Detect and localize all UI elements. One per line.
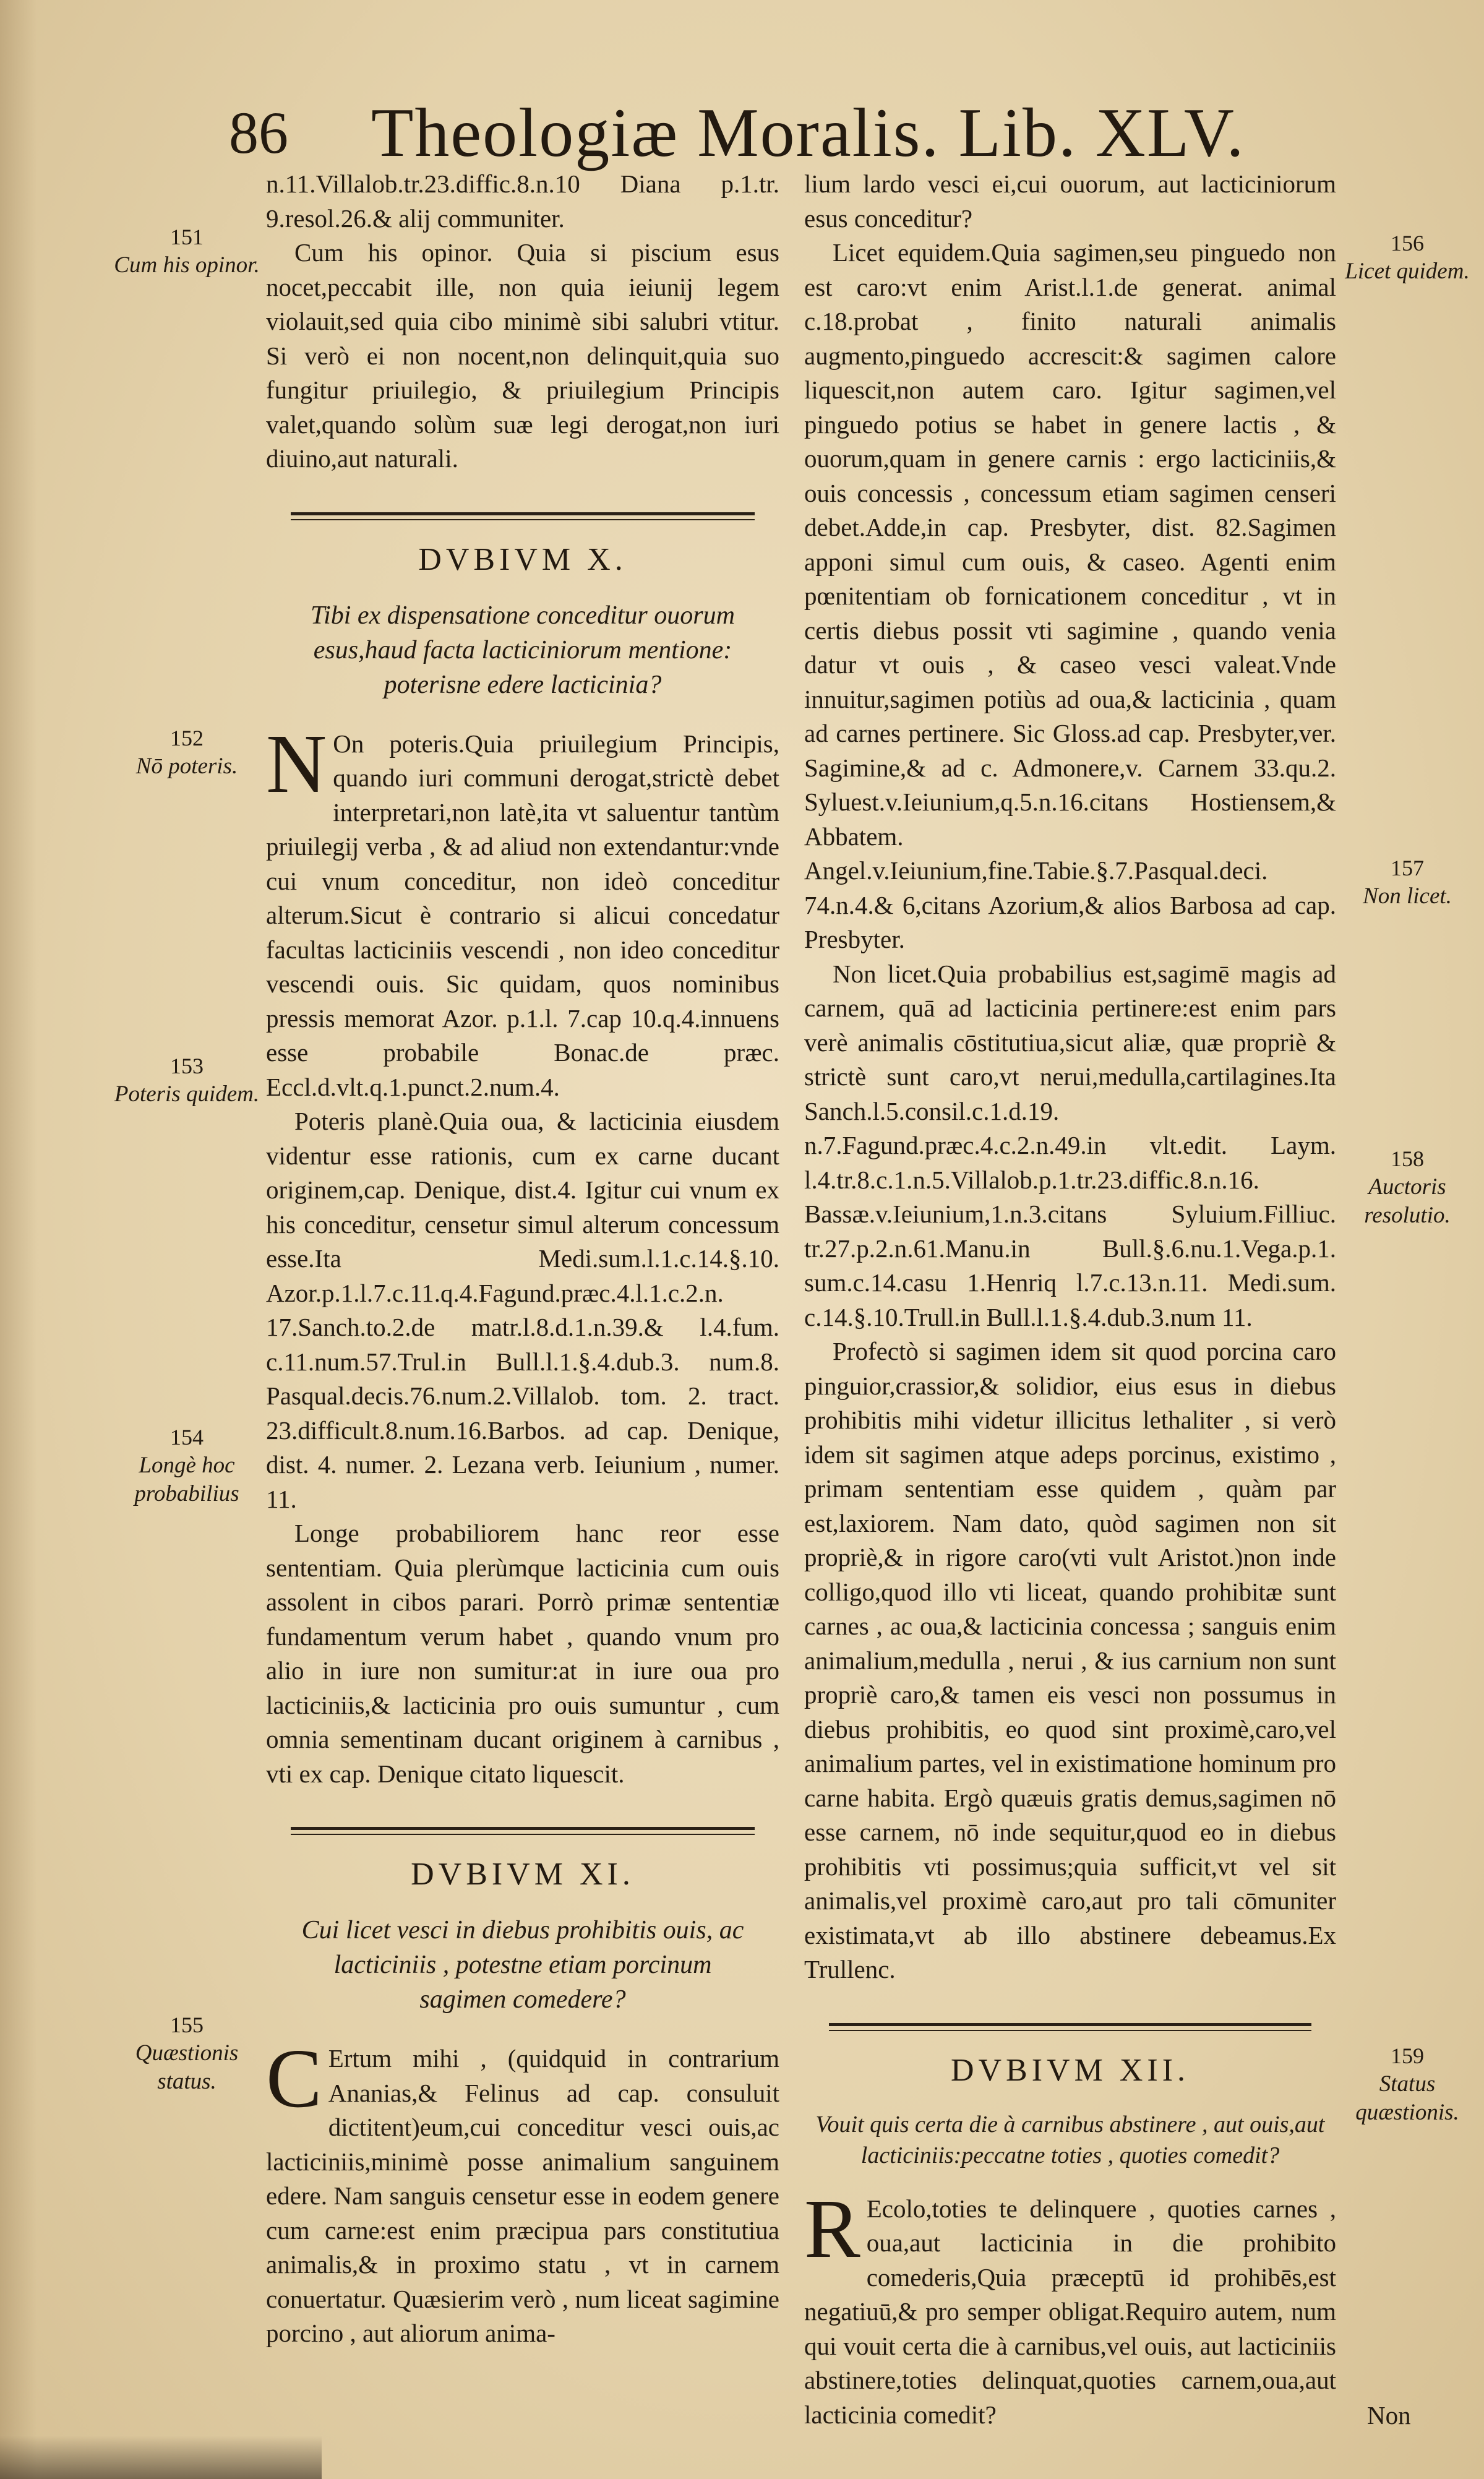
margin-note-text: Longè hoc probabilius (134, 1453, 239, 1506)
margin-note-text: Licet quidem. (1345, 259, 1470, 284)
margin-note-156 (1336, 229, 1478, 286)
paragraph-151: Cum his opinor. Quia si piscium esus nocet,peccabit ille, non quia ieiunij legem violauit,sed quia cibo minimè sibi salubri vtitur. Si verò ei non nocent,non delinquit,quia suo fungitur priuilegio, & priuilegium Principis valet,quando solùm suæ legi derogat,non iuri diuino,aut naturali. (266, 238, 779, 473)
section-rule (291, 512, 755, 515)
page-number: 86 (229, 100, 288, 166)
dropcap-r: R (804, 2182, 860, 2275)
dropcap-c: C (266, 2032, 322, 2125)
paragraph-154: Longe probabiliorem hanc reor esse sententiam. Quia plerùmque lacticinia cum ouis assolent in cibos parari. Porrò primæ sententiæ fundamentum verum habet , quando vnum pro alio in iure non sumitur:at in iure oua pro lacticiniis,& lacticinia pro ouis sumuntur , cum omnia sementinam ducant originem à carnibus , vti ex cap. Denique citato liquescit. (266, 1519, 779, 1788)
margin-note-number: 158 (1391, 1146, 1424, 1171)
margin-note-number: 159 (1391, 2043, 1424, 2068)
margin-note-number: 155 (170, 2013, 204, 2037)
dubium-xi-heading: DVBIVM XI. (411, 1857, 635, 1892)
right-column (804, 167, 1336, 2432)
paragraph-152-text: On poteris.Quia priuilegium Principis, quando iuri communi derogat,strictè debet interpretari,non latè,ita vt saluentur tantùm priuilegij verba , & ad aliud non extendantur:vnde cui vnum conceditur, non ideò conceditur alterum.Sicut è contrario si alicui concedatur facultas lacticiniis vescendi , non ideo conceditur vescendi ouis. Sic quidam, quos nominibus pressis memorat Azor. p.1.l. 7.cap 10.q.4.innuens esse probabile Bonac.de præc. Eccl.d.vlt.q.1.punct.2.num.4. (266, 729, 779, 1101)
dropcap-n: N (266, 717, 327, 810)
margin-note-158 (1336, 1145, 1478, 1230)
margin-note-number: 154 (170, 1425, 204, 1450)
page-stain (0, 2436, 322, 2479)
left-column (266, 167, 779, 2351)
margin-note-153 (113, 1052, 261, 1109)
margin-note-text: Auctoris resolutio. (1364, 1174, 1451, 1228)
dubium-xi-question: Cui licet vesci in diebus prohibitis ouis, ac lacticiniis , potestne etiam porcinum sagimen comedere? (301, 1916, 744, 2014)
running-title: Theologiæ Moralis. Lib. XLV. (371, 95, 1245, 171)
paragraph-152 (266, 717, 779, 1105)
dubium-xii-heading: DVBIVM XII. (950, 2052, 1190, 2088)
margin-note-text: Poteris quidem. (114, 1081, 260, 1107)
page-header (229, 93, 1305, 179)
margin-note-159 (1336, 2042, 1478, 2127)
paragraph-157: Non licet.Quia probabilius est,sagimē magis ad carnem, quā ad lacticinia pertinere:est enim pars verè animalis cōstitutiua,sicut aliæ, quæ propriè & strictè sunt caro,vt nerui,medulla,cartilagines.Ita Sanch.l.5.consil.c.1.d.19. n.7.Fagund.præc.4.c.2.n.49.in vlt.edit. Laym. l.4.tr.8.c.1.n.5.Villalob.p.1.tr.23.diffic.8.n.16. Bassæ.v.Ieiunium,1.n.3.citans Syluium.Filliuc. tr.27.p.2.n.61.Manu.in Bull.§.6.nu.1.Vega.p.1. sum.c.14.casu 1.Henriq l.7.c.13.n.11. Medi.sum. c.14.§.10.Trull.in Bull.l.1.§.4.dub.3.num 11. (804, 959, 1336, 1331)
paragraph-155 (266, 2032, 779, 2351)
margin-note-151 (113, 223, 261, 280)
margin-note-number: 151 (170, 225, 204, 249)
margin-note-154 (113, 1423, 261, 1508)
paragraph-155-text: Ertum mihi , (quidquid in contrarium Ananias,& Felinus ad cap. consuluit dictitent)eum,cui conceditur vesci ouis,ac lacticiniis,minimè posse animalium sanguinem edere. Nam sanguis censetur esse in eodem genere cum carne:est enim præcipua pars constitutiua animalis,& in proximo statu , vt in carnem conuertatur. Quæsierim verò , num liceat sagimine porcino , aut aliorum anima- (266, 2044, 779, 2347)
section-rule (829, 2023, 1311, 2026)
margin-note-155 (113, 2011, 261, 2096)
margin-note-number: 153 (170, 1054, 204, 1078)
margin-note-number: 157 (1391, 856, 1424, 880)
paragraph-159-text: Ecolo,toties te delinquere , quoties carnes , oua,aut lacticinia in die prohibito comederis,Quia præceptū id prohibēs,est negatiuū,& pro semper obligat.Requiro autem, num qui vouit certa die à carnibus,vel ouis, aut lacticiniis abstinere,toties delinquat,quoties carnem,oua,aut lacticinia comedit? (804, 2194, 1336, 2429)
dubium-x-heading: DVBIVM X. (418, 541, 627, 577)
margin-note-number: 156 (1391, 231, 1424, 256)
dubium-xii-question: Vouit quis certa die à carnibus abstinere , aut ouis,aut lacticiniis:peccatne toties , quoties comedit? (815, 2111, 1325, 2168)
catchword: Non (1367, 2401, 1411, 2430)
section-rule (291, 1827, 755, 1830)
margin-note-text: Cum his opinor. (114, 252, 260, 278)
paragraph-158: Profectò si sagimen idem sit quod porcina caro pinguior,crassior,& solidior, eius esus in diebus prohibitis mihi videtur illicitus lethaliter , si verò idem sit sagimen atque adeps porcinus, existimo , primam sententiam esse quidem , quàm par est,laxiorem. Nam dato, quòd sagimen non sit propriè,& in rigore caro(vti vult Aristot.)non inde colligo,quod illo vti liceat, quando prohibitæ sunt carnes , ac oua,& lacticinia concessa ; sanguis enim animalium,medulla , nerui , & ius carnium non sunt propriè caro,& tamen eis vesci non possumus in diebus prohibitis, eo quod sint proximè,caro,vel animalium partes, vel in existimatione hominum pro carne habita. Ergò quæuis gratis demus,sagimen nō esse carnem, nō inde sequitur,quod eo in diebus prohibitis vti possimus;quia sufficit,vt vel sit animalis,vel proximè caro,aut pro tali cōmuniter existimata,vt ab illo abstinere debeamus.Ex Trullenc. (804, 1337, 1336, 1983)
margin-note-text: Quæstionis status. (135, 2040, 239, 2094)
paragraph-continued-right: lium lardo vesci ei,cui ouorum, aut lacticiniorum esus conceditur? (804, 170, 1336, 233)
margin-note-text: Status quæstionis. (1355, 2071, 1459, 2125)
paragraph-159 (804, 2182, 1336, 2433)
margin-note-text: Nō poteris. (135, 754, 238, 779)
paragraph-156: Licet equidem.Quia sagimen,seu pinguedo non est caro:vt enim Arist.l.1.de generat. animal c.18.probat , finito naturali animalis augmento,pinguedo accrescit:& sagimen calore liquescit,non autem caro. Igitur sagimen,vel pinguedo potius se habet in genere lactis , & ouorum,quam in genere carnis : ergo lacticiniis,& ouis concessis , concessum etiam sagimen censeri debet.Adde,in cap. Presbyter, dist. 82.Sagimen apponi simul cum ouis, & caseo. Agenti enim pœnitentiam ob fornicationem conceditur , vt in certis diebus possit vti sagimine , quando venia datur vt ouis , & caseo vesci valeat.Vnde innuitur,sagimen potiùs ad oua,& lacticinia , quam ad carnes pertinere. Sic Gloss.ad cap. Presbyter,ver. Sagimine,& ad c. Admonere,v. Carnem 33.qu.2. Syluest.v.Ieiunium,q.5.n.16.citans Hostiensem,& Abbatem. Angel.v.Ieiunium,fine.Tabie.§.7.Pasqual.deci. 74.n.4.& 6,citans Azorium,& alios Barbosa ad cap. Presbyter. (804, 238, 1336, 953)
paragraph-153: Poteris planè.Quia oua, & lacticinia eiusdem videntur esse rationis, cum ex carne ducant originem,cap. Denique, dist.4. Igitur cui vnum ex his conceditur, censetur simul alterum concessum esse.Ita Medi.sum.l.1.c.14.§.10. Azor.p.1.l.7.c.11.q.4.Fagund.præc.4.l.1.c.2.n. 17.Sanch.to.2.de matr.l.8.d.1.n.39.& l.4.fum. c.11.num.57.Trul.in Bull.l.1.§.4.dub.3. num.8. Pasqual.decis.76.num.2.Villalob. tom. 2. tract. 23.difficult.8.num.16.Barbos. ad cap. Denique, dist. 4. numer. 2. Lezana verb. Ieiunium , numer. 11. (266, 1107, 779, 1513)
margin-note-number: 152 (170, 726, 204, 750)
margin-note-152 (113, 724, 261, 781)
margin-note-157 (1336, 854, 1478, 911)
margin-note-text: Non licet. (1363, 883, 1452, 909)
dubium-x-question: Tibi ex dispensatione conceditur ouorum esus,haud facta lacticiniorum mentione: poterisne edere lacticinia? (311, 601, 735, 699)
binding-shadow (0, 0, 37, 2479)
paragraph-continued: n.11.Villalob.tr.23.diffic.8.n.10 Diana p.1.tr. 9.resol.26.& alij communiter. (266, 170, 779, 233)
